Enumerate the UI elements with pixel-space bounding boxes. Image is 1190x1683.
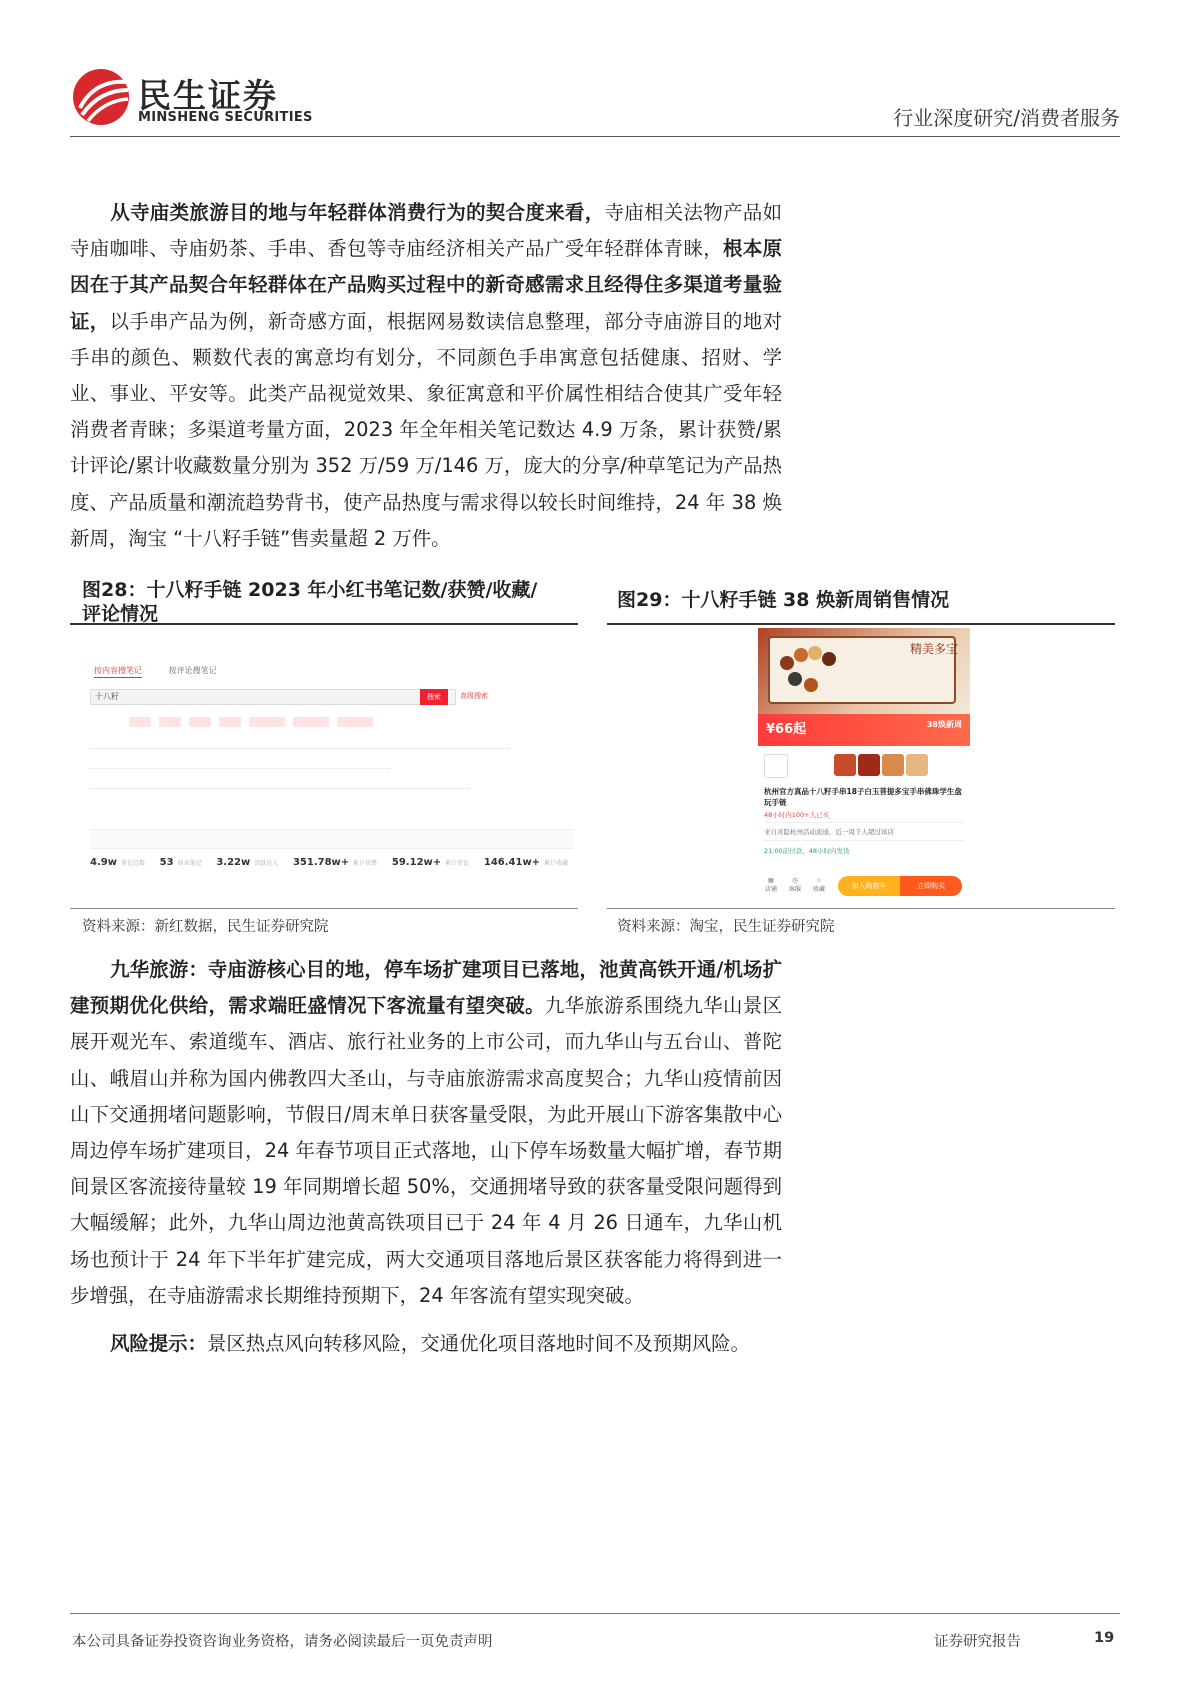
para1-text-1: 寺庙相关法物产品如寺庙咖啡、寺庙奶茶、手串、香包等寺庙经济相关产品广受年轻群体青睐，	[70, 201, 783, 261]
fig28-search-input[interactable]: 十八籽	[90, 689, 456, 705]
fig28-title-line2: 评论情况	[82, 603, 159, 625]
para1-text-2: 以手串产品为例，新奇感方面，根据网易数读信息整理，部分寺庙游目的地对手串的颜色、颗数代表的寓意均有划分，不同颜色手串寓意包括健康、招财、学业、事业、平安等。此类产品视觉效果、象征寓意和平价属性相结合使其广受年轻消费者青睐；多渠道考量方面，2023 年全年相关笔记数达 4.9 万条，累计获赞/累计评论/累计收藏数量分别为 352 万/59 万/146 万，庞大的分享/种草笔记为产品热度、产品质量和潮流趋势背书，使产品热度与需求得以较长时间维持，24 年 38 焕新周，淘宝 “十八籽手链”售卖量超 2 万件。	[70, 309, 782, 550]
fig29-screenshot	[758, 628, 970, 898]
tab-content-search[interactable]: 按内容搜笔记	[94, 666, 142, 678]
minsheng-logo-icon	[72, 68, 130, 126]
shipping-note: 来自灵隐杭州活动流通，近一周千人超过该店	[764, 828, 894, 836]
paragraph-risk	[70, 1326, 782, 1362]
add-to-cart-button[interactable]: 加入购物车	[838, 876, 900, 896]
fig28-top-rule	[70, 623, 578, 625]
price-bar	[758, 714, 970, 746]
fig28-bottom-rule	[70, 908, 578, 909]
delivery-note: 21:00前付款，48小时内发货	[764, 847, 850, 855]
service-icon: ◷	[792, 877, 798, 884]
report-category: 行业深度研究/消费者服务	[893, 106, 1120, 130]
fig28-stats-row	[90, 857, 580, 868]
price-value: ¥66起	[766, 722, 807, 737]
sku-thumbnails	[764, 754, 964, 778]
stat-comments-value: 59.12w+	[391, 857, 442, 868]
fig29-bottom-rule	[607, 908, 1115, 909]
para3-bold-1: 风险提示：	[110, 1332, 207, 1355]
stat-creators-value: 3.22w	[216, 857, 251, 868]
product-banner: 精美多宝	[909, 642, 958, 656]
logo-cn-text: 民生证券	[138, 76, 278, 115]
star-icon: ☆	[816, 877, 822, 884]
fig28-result-bar	[90, 829, 574, 849]
buy-now-button[interactable]: 立即购买	[900, 876, 962, 896]
stat-commercial-label: 商业笔记	[177, 860, 202, 867]
fig28-filter-row-1	[90, 717, 381, 727]
fig29-title: 图29：十八籽手链 38 焕新周销售情况	[617, 589, 950, 611]
shop-icon: ▤	[768, 877, 774, 884]
fig28-source: 资料来源：新红数据，民生证券研究院	[82, 919, 329, 935]
stat-commercial-value: 53	[159, 857, 174, 868]
sales-note: 48小时内100+人已买	[764, 811, 830, 819]
fig28-filter-row-3	[90, 763, 390, 771]
para1-bold-1: 从寺庙类旅游目的地与年轻群体消费行为的契合度来看，	[110, 201, 605, 224]
service-nav-label: 客服	[788, 886, 801, 893]
page-number: 19	[1094, 1630, 1115, 1646]
para2-bold-1: 九华旅游：寺庙游核心目的地，停车场扩建项目已落地，池黄高铁开通/机场扩建预期优化供给，需求端旺盛情况下客流量有望突破。	[70, 958, 782, 1018]
bottom-action-bar	[758, 872, 970, 898]
fig28-tabs	[94, 665, 241, 676]
fig28-search-button[interactable]: 搜索	[420, 689, 448, 705]
stat-favorites-value: 146.41w+	[483, 857, 541, 868]
tab-comment-search[interactable]: 按评论搜笔记	[168, 666, 217, 675]
stat-likes-value: 351.78w+	[292, 857, 350, 868]
fig29-source: 资料来源：淘宝，民生证券研究院	[617, 919, 835, 935]
stat-comments-label: 累计评论	[445, 860, 470, 867]
fig29-top-rule	[607, 623, 1115, 625]
product-title[interactable]: 杭州官方真品十八籽手串18子白玉菩提多宝手串佛珠学生盘玩手链	[764, 787, 962, 807]
para1-bold-2: 根本原因在于其产品契合年轻群体在产品购买过程中的新奇感需求且经得住多渠道考量验证，	[70, 237, 782, 333]
stat-likes-label: 累计获赞	[353, 860, 378, 867]
para3-text-1: 景区热点风向转移风险，交通优化项目落地时间不及预期风险。	[206, 1332, 750, 1355]
stat-notes-label: 笔记总数	[120, 860, 145, 867]
stat-creators-label: 活跃达人	[254, 860, 279, 867]
fig28-screenshot	[82, 655, 572, 873]
divider-2	[764, 840, 964, 841]
fig28-title	[82, 578, 562, 626]
para2-text-1: 九华旅游系围绕九华山景区展开观光车、索道缆车、酒店、旅行社业务的上市公司，而九华山与五台山、普陀山、峨眉山并称为国内佛教四大圣山，与寺庙旅游需求高度契合；九华山疫情前因山下交通拥堵问题影响，节假日/周末单日获客量受限，为此开展山下游客集散中心周边停车场扩建项目，24 年春节项目正式落地，山下停车场数量大幅扩增，春节期间景区客流接待量较 19 年同期增长超 50%，交通拥堵导致的获客量受限问题得到大幅缓解；此外，九华山周边池黄高铁项目已于 24 年 4 月 26 日通车，九华山机场也预计于 24 年下半年扩建完成，两大交通项目落地后景区获客能力将得到进一步增强，在寺庙游需求长期维持预期下，24 年客流有望实现突破。	[70, 994, 783, 1307]
paragraph-jiuhua-tourism	[70, 952, 782, 1314]
divider-1	[764, 822, 964, 823]
logo-en-text: MINSHENG SECURITIES	[138, 110, 313, 125]
fig28-advanced-search[interactable]: 高级搜索	[460, 692, 488, 700]
promo-label: 38焕新周	[926, 720, 962, 729]
footer-divider	[70, 1613, 1120, 1614]
product-image	[758, 628, 970, 714]
stat-favorites-label: 累计收藏	[544, 860, 569, 867]
footer-disclaimer: 本公司具备证券投资咨询业务资格，请务必阅读最后一页免责声明	[72, 1634, 493, 1650]
header-divider	[70, 136, 1120, 137]
fig28-filter-row-4	[90, 783, 470, 791]
footer-report-type: 证券研究报告	[934, 1634, 1021, 1650]
service-nav[interactable]	[786, 876, 804, 894]
stat-notes-value: 4.9w	[90, 857, 117, 868]
paragraph-temple-products	[70, 195, 782, 557]
fig28-title-line1: 图28：十八籽手链 2023 年小红书笔记数/获赞/收藏/	[82, 579, 538, 601]
favorite-nav-label: 收藏	[812, 886, 825, 893]
shop-nav[interactable]	[762, 876, 780, 894]
favorite-nav[interactable]	[810, 876, 828, 894]
shop-nav-label: 店铺	[764, 886, 777, 893]
fig28-filter-row-2	[90, 743, 510, 751]
